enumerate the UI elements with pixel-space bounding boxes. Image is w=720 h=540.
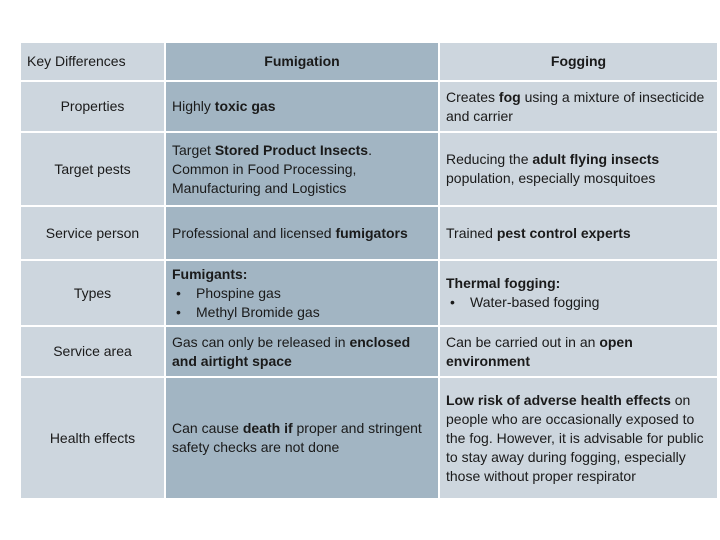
row-target-pests — [21, 133, 719, 207]
fumigants-heading: Fumigants: — [172, 265, 248, 282]
bold-text: fumigators — [335, 224, 408, 241]
text-run: on people who are occasionally exposed to the fog. However, it is advisable for public to stay away during fogging, especially those without proper respirator — [446, 391, 704, 484]
bold-text: Low risk of adverse health effects — [446, 391, 671, 408]
bold-text: open environment — [446, 333, 633, 369]
row-label: Service area — [21, 327, 166, 378]
fogging-cell — [440, 207, 719, 261]
fumigation-cell — [166, 378, 440, 500]
row-service-person — [21, 207, 719, 261]
comparison-table — [21, 43, 719, 500]
row-health-effects — [21, 378, 719, 500]
thermal-fogging-heading: Thermal fogging: — [446, 275, 561, 291]
row-types — [21, 261, 719, 327]
bold-text: death — [242, 420, 281, 436]
header-row — [21, 43, 719, 82]
fumigation-cell — [166, 261, 440, 327]
bold-text: enclosed and airtight space — [172, 333, 411, 369]
row-label: Properties — [21, 82, 166, 133]
fogging-cell — [440, 378, 719, 500]
text-run: Target — [172, 141, 215, 158]
text-run: Professional and licensed — [172, 224, 336, 241]
bold-text: Stored Product Insects — [214, 141, 369, 158]
text-run: Creates — [446, 88, 499, 105]
bold-text: if — [284, 420, 293, 436]
fumigation-cell — [166, 327, 440, 378]
text-run: Can be carried out in an — [446, 333, 600, 350]
text-run: Gas can only be released in — [172, 333, 350, 350]
text-run: Reducing the — [446, 151, 533, 167]
fogging-cell — [440, 133, 719, 207]
header-fogging: Fogging — [440, 43, 719, 82]
list-item: • Methyl Bromide gas — [172, 303, 432, 322]
fumigants-list — [172, 284, 432, 322]
fumigation-cell — [166, 82, 440, 133]
text-run: . Common in Food Processing, Manufacturing and Logistics — [172, 141, 372, 196]
text-run: proper and stringent safety checks are not done — [172, 420, 422, 455]
text-run: population, especially mosquitoes — [446, 170, 656, 186]
row-service-area — [21, 327, 719, 378]
list-item: • Water-based fogging — [446, 293, 711, 312]
list-item: • Phospine gas — [172, 284, 432, 303]
text-run: Highly — [172, 98, 215, 114]
fogging-cell — [440, 327, 719, 378]
fumigation-cell — [166, 207, 440, 261]
bold-text: fog — [498, 88, 521, 105]
bold-text: pest control experts — [496, 224, 631, 241]
fogging-types-list — [446, 293, 711, 312]
text-run: Trained — [446, 224, 497, 241]
header-key-differences: Key Differences — [21, 43, 166, 82]
row-label: Health effects — [21, 378, 166, 500]
bold-text: toxic gas — [214, 98, 276, 114]
header-fumigation: Fumigation — [166, 43, 440, 82]
row-label: Target pests — [21, 133, 166, 207]
row-label: Service person — [21, 207, 166, 261]
fogging-cell — [440, 261, 719, 327]
row-label: Types — [21, 261, 166, 327]
row-properties — [21, 82, 719, 133]
text-run: using a mixture of insecticide and carrier — [446, 88, 705, 124]
fumigation-cell — [166, 133, 440, 207]
bold-text: adult flying insects — [532, 151, 660, 167]
fogging-cell — [440, 82, 719, 133]
text-run: Can cause — [172, 420, 243, 436]
